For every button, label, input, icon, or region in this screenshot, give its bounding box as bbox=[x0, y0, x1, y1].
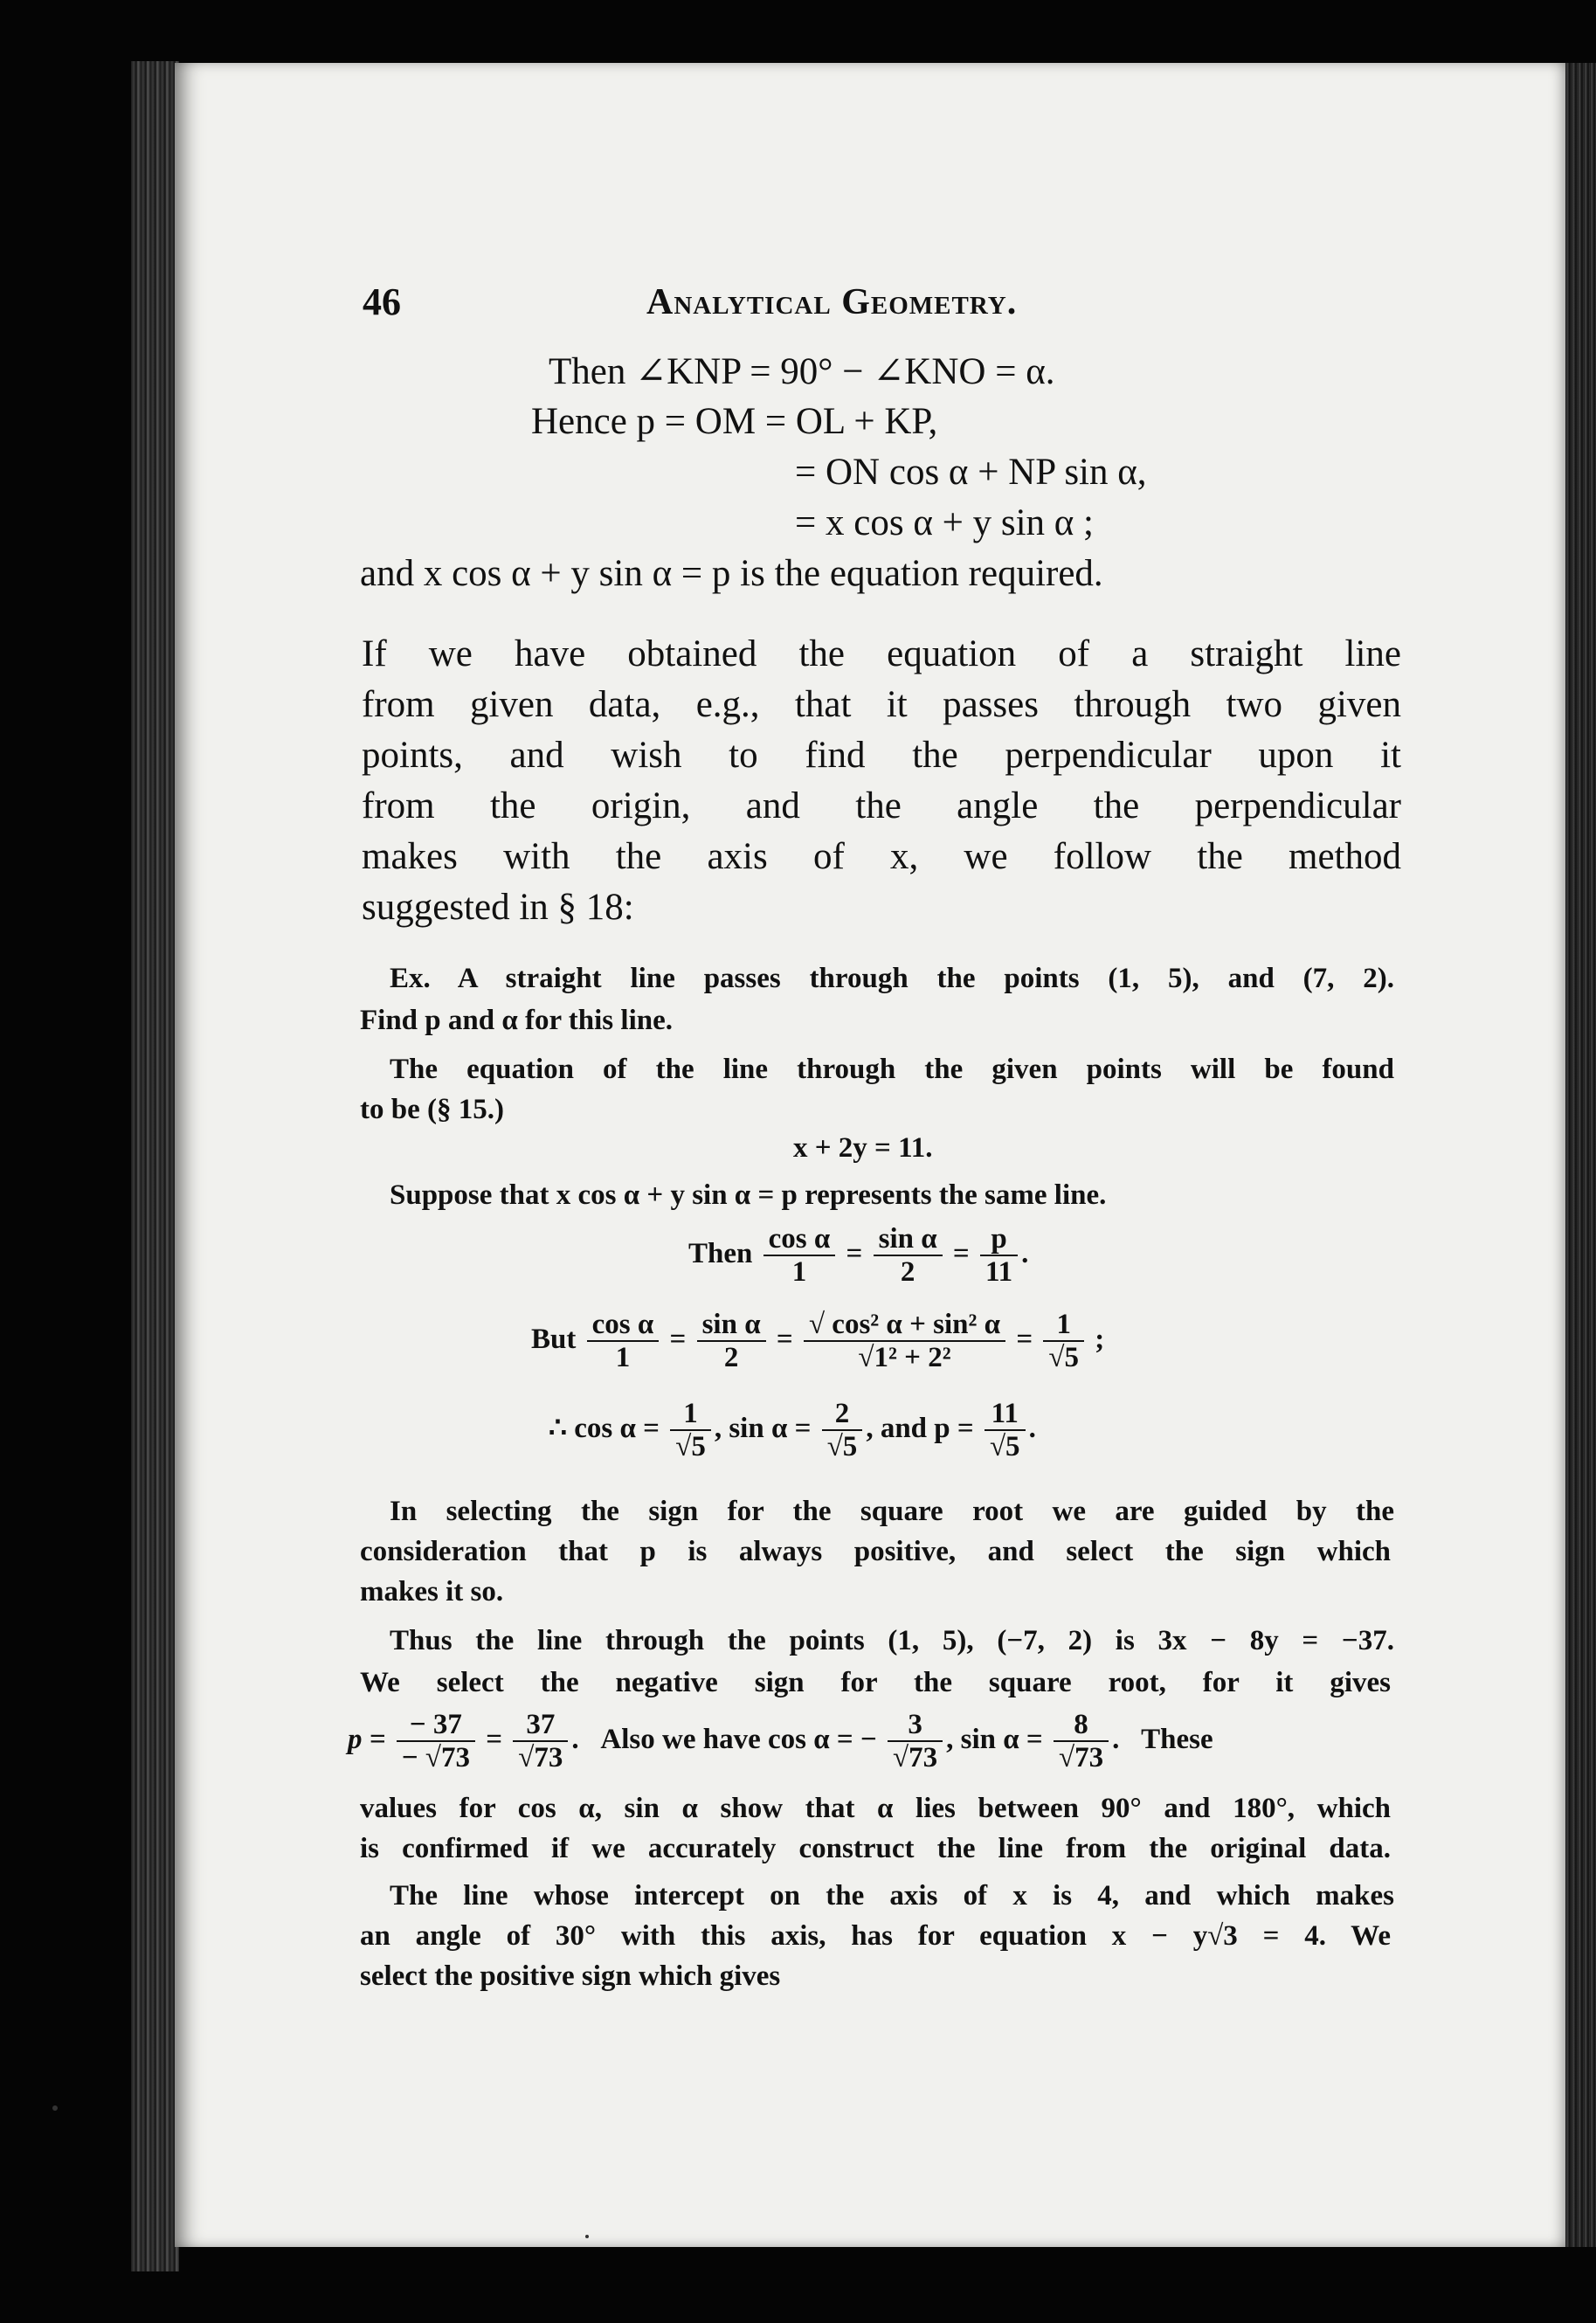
paragraph-2-line: In selecting the sign for the square root we are guided by the bbox=[390, 1496, 1394, 1527]
paragraph-3-line-1: Thus the line through the points (1, 5), (−7, 2) is 3x − 8y = −37. bbox=[390, 1625, 1394, 1656]
derivation-line-5: and x cos α + y sin α = p is the equation required. bbox=[360, 553, 1103, 594]
therefore-equation: ∴ cos α = $\frac{1}{√5}$ , sin α = $\frac{2}{√5}$ , and p = $\frac{11}{√5}$ . bbox=[549, 1398, 1036, 1463]
but-equation: But $\frac{\text{cos α}}{1}$ = $\frac{\text{sin α}}{2}$ = $\frac{\text{√ cos² α + sin² α}}{\text{√1² + 2²}}$ = $\frac{1}{√5}$ ; bbox=[531, 1309, 1105, 1374]
suppose-line: Suppose that x cos α + y sin α = p represents the same line. bbox=[390, 1179, 1107, 1211]
but-label: But bbox=[531, 1323, 577, 1355]
fraction: $\frac{2}{√5}$ bbox=[822, 1398, 863, 1463]
then-equation: Then $\frac{\text{cos α}}{1}$ = $\frac{\text{sin α}}{2}$ = $\frac{p}{11}$ . bbox=[688, 1223, 1029, 1289]
paragraph-2-line: makes it so. bbox=[360, 1576, 504, 1607]
paragraph-1-line: If we have obtained the equation of a straight line bbox=[362, 633, 1401, 674]
paragraph-1-line: from given data, e.g., that it passes through two given bbox=[362, 684, 1401, 725]
page-edge bbox=[1565, 63, 1596, 2247]
example-equation: x + 2y = 11. bbox=[793, 1132, 933, 1164]
derivation-line-1: Then ∠KNP = 90° − ∠KNO = α. bbox=[549, 351, 1055, 392]
fraction: $\frac{37}{√73}$ bbox=[513, 1709, 568, 1774]
fraction: $\frac{8}{√73}$ bbox=[1054, 1709, 1109, 1774]
fraction: $\frac{\text{cos α}}{1}$ bbox=[763, 1223, 836, 1289]
derivation-line-4: = x cos α + y sin α ; bbox=[795, 502, 1095, 543]
paragraph-4-line: select the positive sign which gives bbox=[360, 1960, 781, 1992]
paragraph-3-equation: p = $\frac{- 37}{- √73}$ = $\frac{37}{√73}$ . Also we have cos α = − $\frac{3}{√73}$ , sin α = $\frac{8}{√73}$ . These bbox=[348, 1709, 1213, 1774]
paragraph-1-line: from the origin, and the angle the perpendicular bbox=[362, 785, 1401, 826]
fraction: $\frac{\text{cos α}}{1}$ bbox=[587, 1309, 660, 1374]
dust-speck bbox=[52, 2105, 58, 2111]
page-number: 46 bbox=[363, 280, 401, 323]
paragraph-1-line: points, and wish to find the perpendicular upon it bbox=[362, 735, 1401, 776]
fraction: $\frac{- 37}{- √73}$ bbox=[397, 1709, 475, 1774]
fraction: $\frac{1}{√5}$ bbox=[1043, 1309, 1084, 1374]
dust-speck bbox=[585, 2235, 589, 2238]
book-binding bbox=[131, 61, 179, 2271]
example-line-2: Find p and α for this line. bbox=[360, 1005, 673, 1036]
paragraph-1-line: makes with the axis of x, we follow the method bbox=[362, 836, 1401, 877]
paragraph-3-line-4: values for cos α, sin α show that α lies between 90° and 180°, which bbox=[360, 1793, 1391, 1824]
fraction: $\frac{\text{√ cos² α + sin² α}}{\text{√1² + 2²}}$ bbox=[804, 1309, 1005, 1374]
derivation-line-2: Hence p = OM = OL + KP, bbox=[531, 401, 938, 442]
paragraph-1-line: suggested in § 18: bbox=[362, 887, 634, 928]
paragraph-4-line: an angle of 30° with this axis, has for equation x − y√3 = 4. We bbox=[360, 1920, 1391, 1952]
fraction: $\frac{p}{11}$ bbox=[980, 1223, 1018, 1289]
derivation-line-3: = ON cos α + NP sin α, bbox=[795, 452, 1147, 493]
then-label: Then bbox=[688, 1237, 753, 1269]
paragraph-2-line: consideration that p is always positive, and select the sign which bbox=[360, 1536, 1391, 1567]
example-eq-line-1: The equation of the line through the given points will be found bbox=[390, 1054, 1394, 1085]
fraction: $\frac{1}{√5}$ bbox=[670, 1398, 711, 1463]
fraction: $\frac{11}{√5}$ bbox=[985, 1398, 1026, 1463]
example-line-1: Ex. A straight line passes through the points (1, 5), and (7, 2). bbox=[390, 963, 1394, 994]
paragraph-4-line: The line whose intercept on the axis of x is 4, and which makes bbox=[390, 1880, 1394, 1912]
fraction: $\frac{\text{sin α}}{2}$ bbox=[697, 1309, 766, 1374]
example-eq-line-2: to be (§ 15.) bbox=[360, 1094, 504, 1125]
page-header bbox=[363, 280, 1123, 332]
fraction: $\frac{\text{sin α}}{2}$ bbox=[874, 1223, 943, 1289]
running-title: Analytical Geometry. bbox=[646, 282, 1018, 322]
paragraph-3-line-5: is confirmed if we accurately construct the line from the original data. bbox=[360, 1833, 1391, 1864]
fraction: $\frac{3}{√73}$ bbox=[888, 1709, 943, 1774]
paragraph-3-line-2: We select the negative sign for the square root, for it gives bbox=[360, 1667, 1391, 1698]
